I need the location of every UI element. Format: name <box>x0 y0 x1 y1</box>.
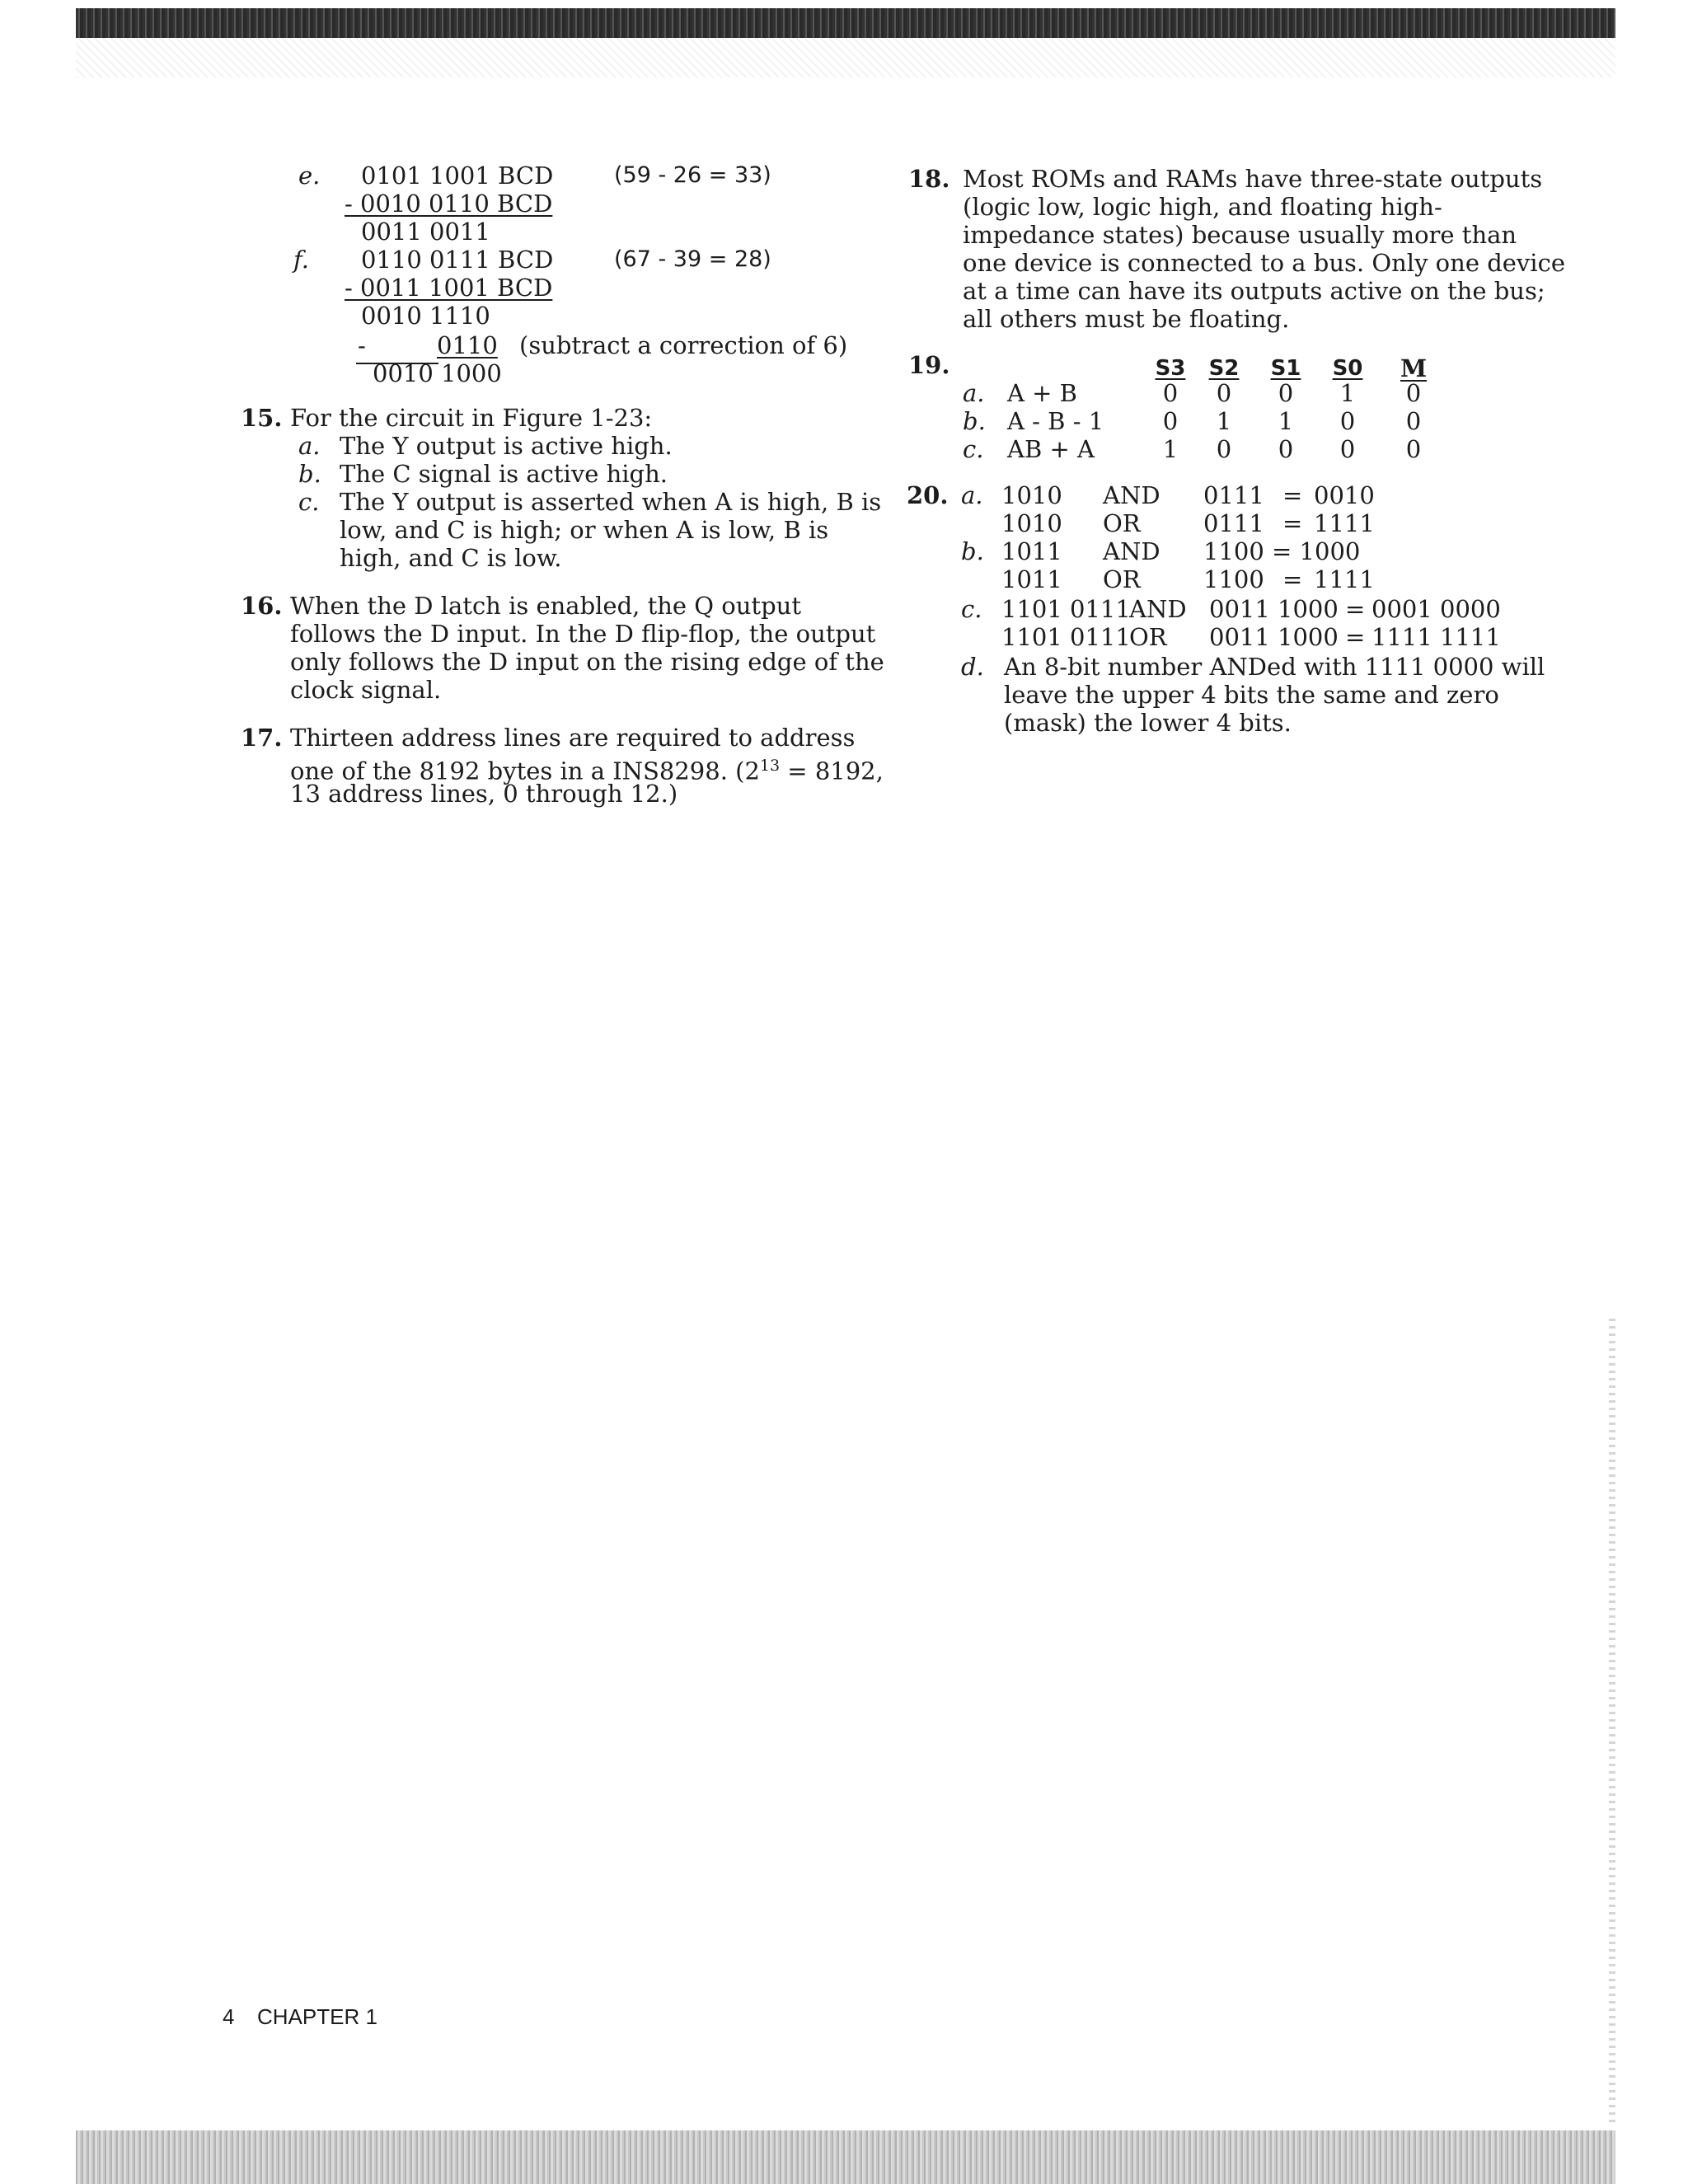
row-expr-b: A - B - 1 <box>1007 407 1104 435</box>
q20-d-line2: leave the upper 4 bits the same and zero <box>1004 681 1499 709</box>
q20-b1-x: 1011 <box>1001 537 1062 565</box>
q20-c2-x: 1101 0111 <box>1001 623 1131 651</box>
col-header-s3: S3 <box>1155 356 1186 381</box>
cell-a-s3: 0 <box>1162 379 1179 407</box>
cell-a-s2: 0 <box>1216 379 1232 407</box>
row-label-b: b. <box>963 407 986 435</box>
cell-c-m: 0 <box>1405 435 1422 463</box>
e-line1: 0101 1001 BCD <box>361 162 554 190</box>
q20-b2-op: OR <box>1103 565 1141 593</box>
q18-line4: one device is connected to a bus. Only one device <box>963 249 1565 277</box>
q20-c1-op: AND <box>1129 595 1187 623</box>
q20-a2-op: OR <box>1103 509 1141 537</box>
e-result: 0011 0011 <box>361 218 490 246</box>
q20-c1-eq: = <box>1345 595 1366 623</box>
cell-b-s3: 0 <box>1162 407 1179 435</box>
q15-c-line1: The Y output is asserted when A is high, B is <box>340 488 882 516</box>
cell-b-s2: 1 <box>1216 407 1232 435</box>
e-line2: - 0010 0110 BCD <box>345 190 553 218</box>
q15-label-b: b. <box>298 460 321 488</box>
q17-line2-pre: one of the 8192 bytes in a INS8298. (2 <box>290 757 760 785</box>
row-label-a: a. <box>963 379 985 407</box>
q15-b: The C signal is active high. <box>340 460 668 488</box>
q16-line2: follows the D input. In the D flip-flop, the output <box>290 620 876 648</box>
page-number: 4 <box>223 2004 235 2029</box>
q17-line3: 13 address lines, 0 through 12.) <box>290 780 678 808</box>
q17-line2-post: = 8192, <box>780 757 884 785</box>
col-header-s1: S1 <box>1270 356 1301 381</box>
q20-d-line1: An 8-bit number ANDed with 1111 0000 will <box>1004 653 1545 681</box>
q20-b1-result: 1100 = 1000 <box>1203 537 1361 565</box>
q17-line1: Thirteen address lines are required to address <box>290 724 856 752</box>
q18-line6: all others must be floating. <box>963 305 1290 333</box>
chapter-label: CHAPTER 1 <box>257 2004 377 2029</box>
q20-a1-y: 0111 <box>1203 481 1264 509</box>
q20-c1-y: 0011 1000 <box>1209 595 1339 623</box>
q20-b2-x: 1011 <box>1001 565 1062 593</box>
q15-label-a: a. <box>298 432 321 460</box>
scan-border-bottom <box>76 2130 1615 2184</box>
q20-c2-op: OR <box>1129 623 1167 651</box>
cell-a-s0: 1 <box>1339 379 1356 407</box>
cell-c-s3: 1 <box>1162 435 1179 463</box>
f-line1: 0110 0111 BCD <box>361 246 554 274</box>
cell-b-s0: 0 <box>1339 407 1356 435</box>
cell-c-s2: 0 <box>1216 435 1232 463</box>
q20-b1-op: AND <box>1103 537 1160 565</box>
q20-a1-x: 1010 <box>1001 481 1062 509</box>
question-number-18: 18. <box>908 165 950 193</box>
e-note: (59 - 26 = 33) <box>614 162 771 188</box>
q18-line5: at a time can have its outputs active on the bus; <box>963 277 1545 305</box>
q20-b2-result: 1111 <box>1314 565 1375 593</box>
question-number-20: 20. <box>907 481 949 509</box>
q18-line2: (logic low, logic high, and floating high- <box>963 193 1442 221</box>
q20-c1-x: 1101 0111 <box>1001 595 1131 623</box>
q16-line3: only follows the D input on the rising edge of the <box>290 648 884 676</box>
question-number-19: 19. <box>908 351 950 379</box>
f-line3: 0010 1110 <box>361 302 490 330</box>
scan-grain-top <box>76 38 1615 77</box>
q20-d-line3: (mask) the lower 4 bits. <box>1004 709 1292 737</box>
q16-line4: clock signal. <box>290 676 442 704</box>
cell-a-s1: 0 <box>1278 379 1294 407</box>
q20-a1-eq: = <box>1282 481 1303 509</box>
f-note: (67 - 39 = 28) <box>614 246 771 272</box>
q20-a2-y: 0111 <box>1203 509 1264 537</box>
row-expr-a: A + B <box>1007 379 1077 407</box>
q20-c2-y: 0011 1000 <box>1209 623 1339 651</box>
q20-a2-result: 1111 <box>1314 509 1375 537</box>
q20-label-d: d. <box>961 653 984 681</box>
q20-c2-result: 1111 1111 <box>1372 623 1501 651</box>
scan-edge-right <box>1609 1319 1615 2126</box>
col-header-m: M <box>1400 354 1428 382</box>
scan-border-top <box>76 8 1615 38</box>
cell-c-s0: 0 <box>1339 435 1356 463</box>
f-line2: - 0011 1001 BCD <box>345 274 553 302</box>
q18-line1: Most ROMs and RAMs have three-state outputs <box>963 165 1543 193</box>
f-correction: 0110 <box>437 331 498 359</box>
q15-label-c: c. <box>298 488 320 516</box>
q20-a1-op: AND <box>1103 481 1160 509</box>
q20-a1-result: 0010 <box>1314 481 1375 509</box>
q20-c2-eq: = <box>1345 623 1366 651</box>
q20-label-c: c. <box>961 595 982 623</box>
q20-a2-x: 1010 <box>1001 509 1062 537</box>
q20-a2-eq: = <box>1282 509 1303 537</box>
f-minus: - <box>358 331 366 359</box>
row-label-c: c. <box>963 435 984 463</box>
q20-c1-result: 0001 0000 <box>1372 595 1501 623</box>
cell-b-m: 0 <box>1405 407 1422 435</box>
f-correction-note: (subtract a correction of 6) <box>519 331 848 359</box>
cell-c-s1: 0 <box>1278 435 1294 463</box>
q17-exponent: 13 <box>759 757 781 775</box>
item-label-f: f. <box>293 246 309 274</box>
q20-label-b: b. <box>961 537 984 565</box>
cell-b-s1: 1 <box>1278 407 1294 435</box>
q15-a: The Y output is active high. <box>340 432 673 460</box>
question-number-16: 16. <box>241 592 283 620</box>
col-header-s0: S0 <box>1332 356 1363 381</box>
col-header-s2: S2 <box>1208 356 1240 381</box>
item-label-e: e. <box>298 162 321 190</box>
q20-b2-eq: = <box>1282 565 1303 593</box>
q15-c-line2: low, and C is high; or when A is low, B is <box>340 516 829 544</box>
q16-line1: When the D latch is enabled, the Q output <box>290 592 801 620</box>
f-result: 0010 1000 <box>373 359 502 387</box>
q15-c-line3: high, and C is low. <box>340 544 562 572</box>
question-number-15: 15. <box>241 404 283 432</box>
cell-a-m: 0 <box>1405 379 1422 407</box>
row-expr-c: AB + A <box>1007 435 1095 463</box>
q20-label-a: a. <box>961 481 983 509</box>
q18-line3: impedance states) because usually more than <box>963 221 1517 249</box>
question-number-17: 17. <box>241 724 283 752</box>
q20-b2-y: 1100 <box>1203 565 1264 593</box>
q15-intro: For the circuit in Figure 1-23: <box>290 404 653 432</box>
